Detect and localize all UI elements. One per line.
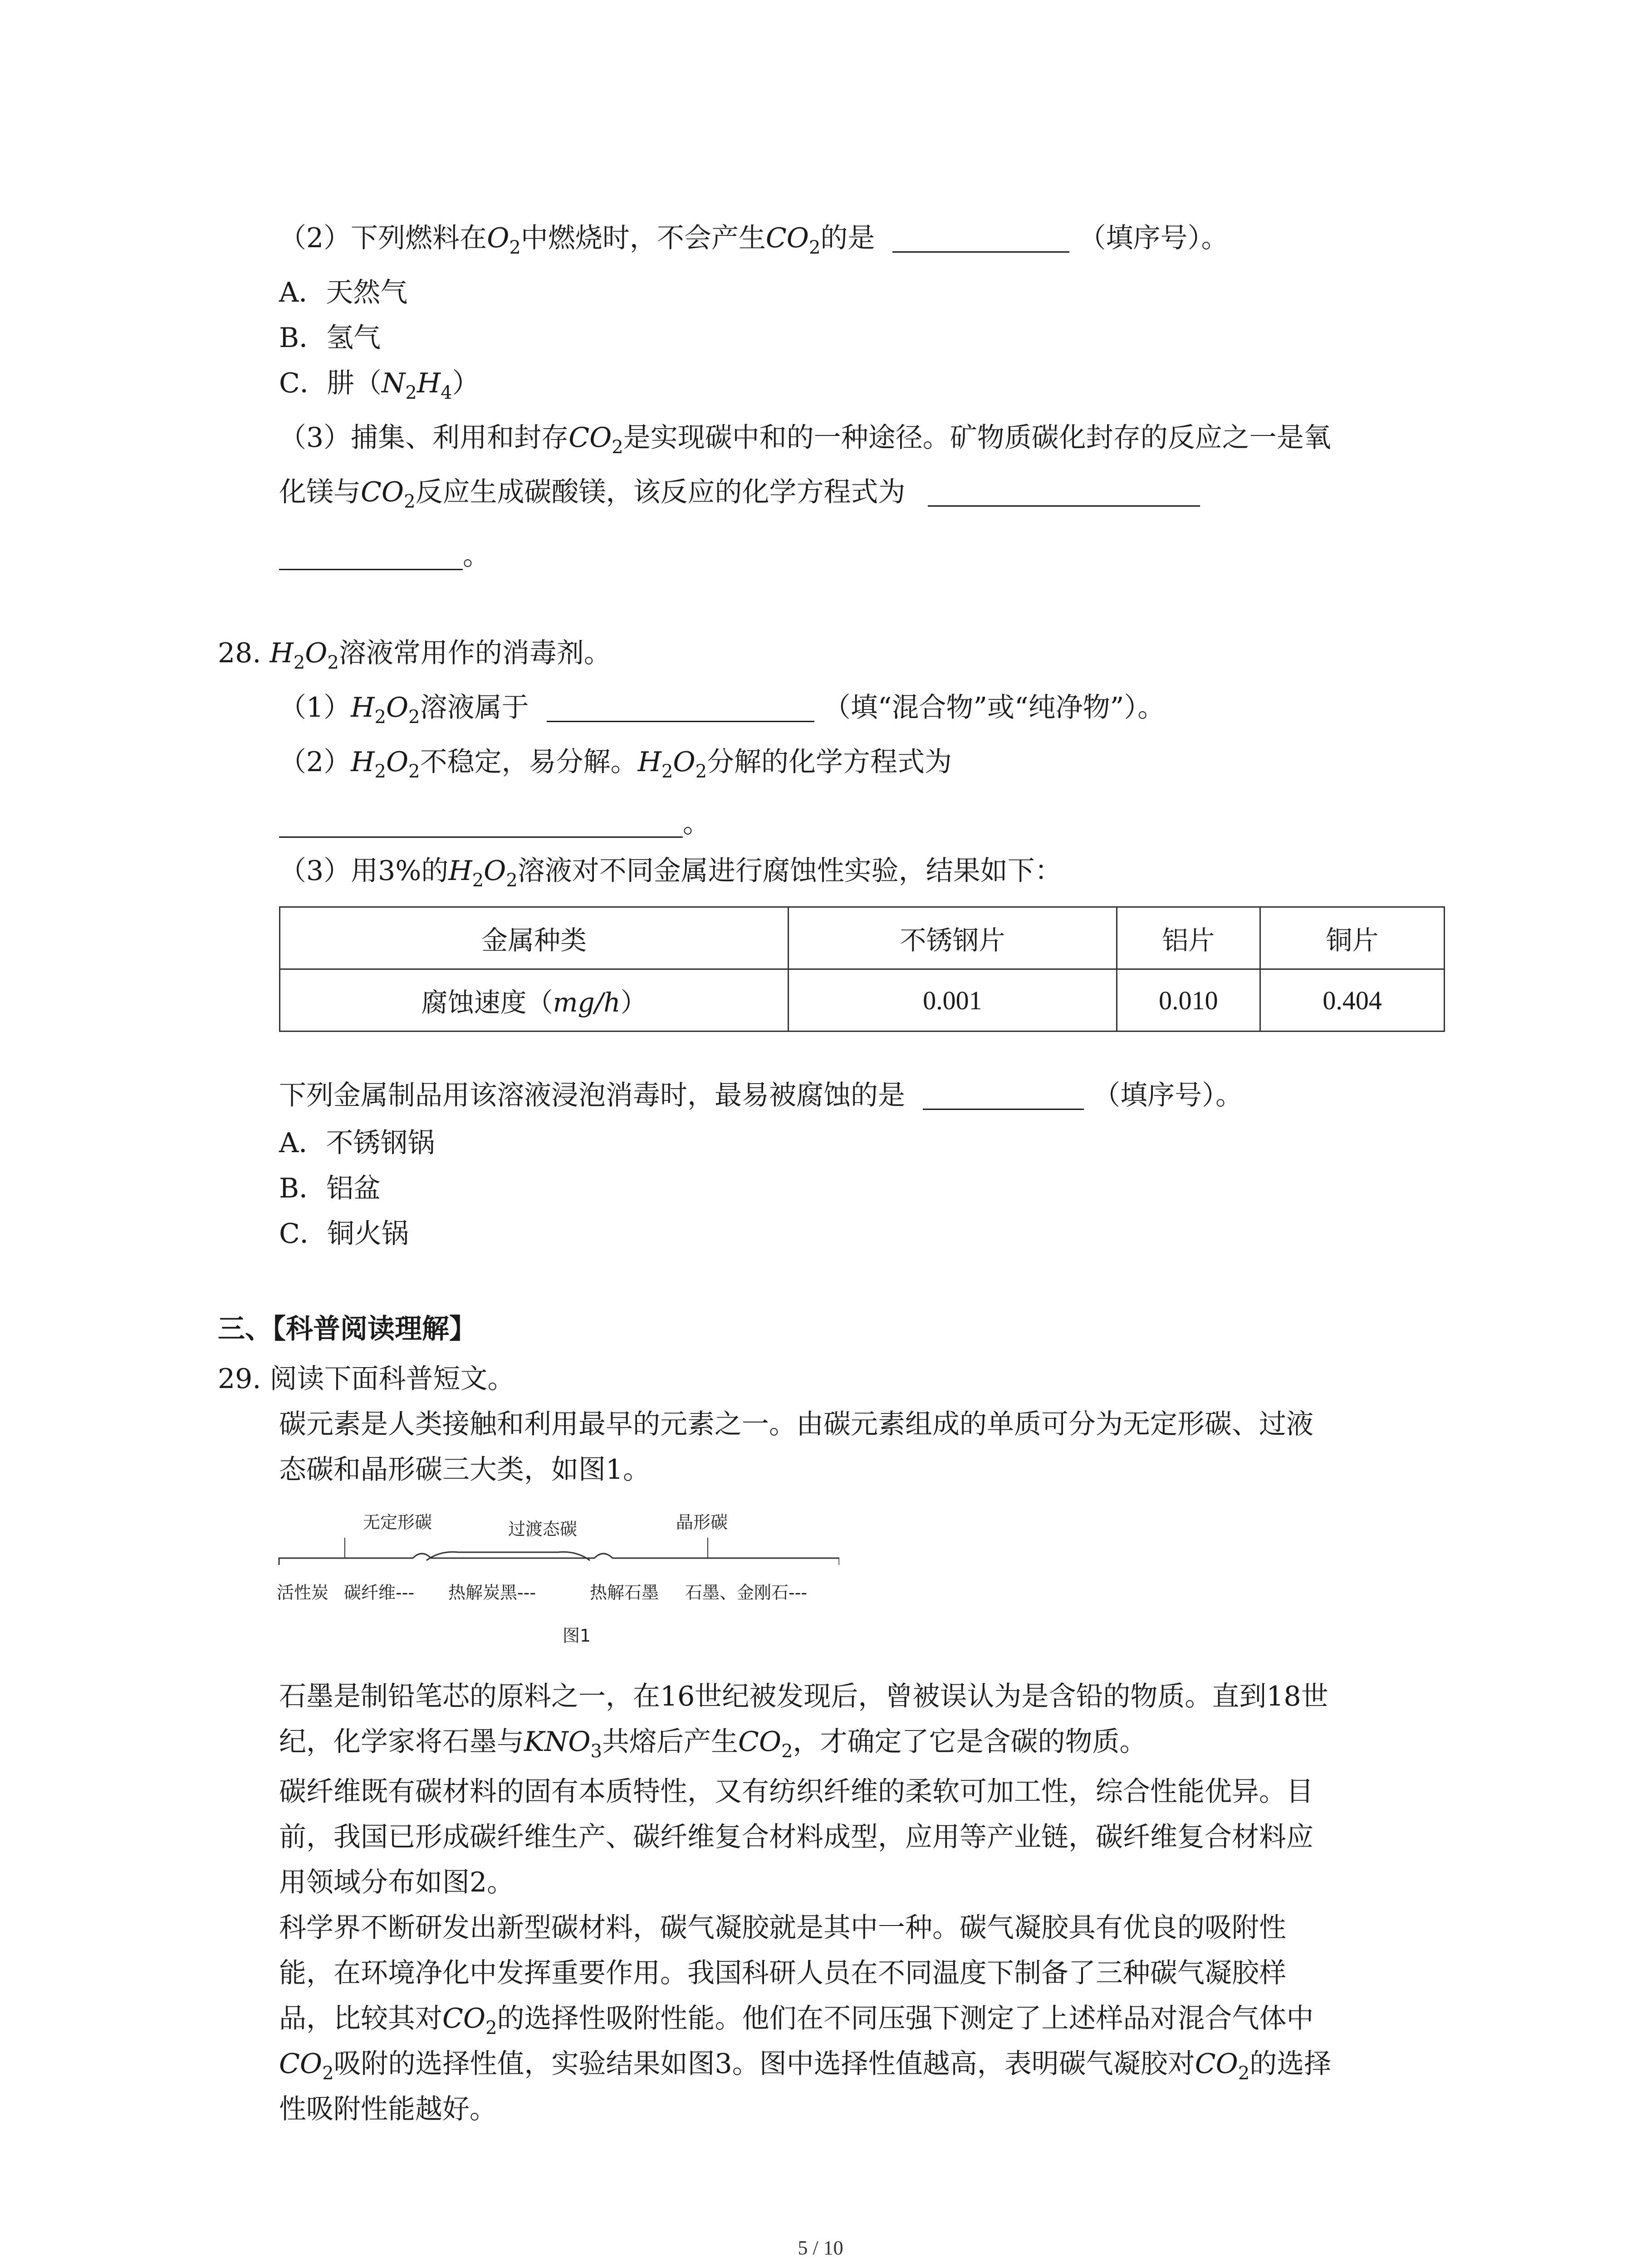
figure-1-category: 无定形碳 xyxy=(363,1512,432,1532)
paragraph-line: 纪，化学家将石墨与$KNO_3$共熔后产生$CO_2$，才确定了它是含碳的物质。 xyxy=(279,1726,1147,1762)
corrosion-table xyxy=(279,906,1445,1032)
figure-1-item: 活性炭 xyxy=(277,1583,329,1603)
table-cell: 0.001 xyxy=(789,969,1117,1031)
figure-1 xyxy=(277,1501,839,1656)
table-row-label: 腐蚀速度（mg/h） xyxy=(280,969,789,1031)
option-c: C．肼$(N_2H_4)$ xyxy=(279,367,480,403)
paragraph-line: 品，比较其对$CO_2$的选择性吸附性能。他们在不同压强下测定了上述样品对混合气体中 xyxy=(279,2003,1314,2038)
q29-title: 29. 阅读下面科普短文。 xyxy=(218,1363,515,1395)
page-number: 5 / 10 xyxy=(798,2237,843,2259)
paragraph-line: 碳纤维既有碳材料的固有本质特性，又有纺织纤维的柔软可加工性，综合性能优异。目 xyxy=(279,1776,1313,1808)
q28-part1: $(1)H_2O_2$溶液属于 （填“混合物”或“纯净物”）。 xyxy=(279,692,1165,728)
paragraph-line: 性吸附性能越好。 xyxy=(279,2093,497,2125)
figure-1-category: 晶形碳 xyxy=(676,1512,728,1532)
table-row xyxy=(280,969,1445,1031)
paragraph-line: 科学界不断研发出新型碳材料，碳气凝胶就是其中一种。碳气凝胶具有优良的吸附性 xyxy=(279,1912,1286,1944)
figure-1-item: 碳纤维--- xyxy=(344,1583,415,1603)
table-header-row xyxy=(280,907,1445,969)
table-header-cell: 金属种类 xyxy=(280,907,789,969)
option-a: A．不锈钢锅 xyxy=(279,1127,435,1159)
answer-blank[interactable] xyxy=(547,691,814,722)
paragraph-line: 态碳和晶形碳三大类，如图1。 xyxy=(279,1454,651,1486)
q27-part3-line2: 化镁与$CO_2$反应生成碳酸镁，该反应的化学方程式为 xyxy=(279,474,1200,510)
figure-1-item: 热解石墨 xyxy=(590,1583,659,1603)
section-title: 三、【科普阅读理解】 xyxy=(218,1313,476,1345)
table-cell: 0.404 xyxy=(1260,969,1445,1031)
paragraph-line: 前，我国已形成碳纤维生产、碳纤维复合材料成型，应用等产业链，碳纤维复合材料应 xyxy=(279,1821,1313,1853)
q27-part3-line1: （3）捕集、利用和封存$CO_2$是实现碳中和的一种途径。矿物质碳化封存的反应之一是氧 xyxy=(279,422,1331,458)
answer-blank[interactable] xyxy=(279,807,683,838)
figure-1-category: 过渡态碳 xyxy=(508,1519,578,1539)
q28-part2: $(2)H_2O_2$不稳定，易分解。$H_2O_2$分解的化学方程式为 xyxy=(279,746,952,782)
option-c: C．铜火锅 xyxy=(279,1218,409,1250)
q27-part2-line: （2）下列燃料在$O_2$中燃烧时，不会产生$CO_2$的是 （填序号）。 xyxy=(279,222,1229,258)
q28-part3: （3）用3%的$H_2O_2$溶液对不同金属进行腐蚀性实验，结果如下： xyxy=(279,855,1062,891)
table-header-cell: 不锈钢片 xyxy=(789,907,1117,969)
paragraph-line: 能，在环境净化中发挥重要作用。我国科研人员在不同温度下制备了三种碳气凝胶样 xyxy=(279,1957,1286,1989)
answer-blank[interactable] xyxy=(279,539,463,570)
table-header-cell: 铜片 xyxy=(1260,907,1445,969)
answer-blank[interactable] xyxy=(928,475,1200,507)
figure-1-caption: 图1 xyxy=(563,1626,591,1646)
table-header-cell: 铝片 xyxy=(1117,907,1260,969)
answer-blank[interactable] xyxy=(923,1079,1084,1110)
paragraph-line: 用领域分布如图2。 xyxy=(279,1867,514,1898)
paragraph-line: $CO_2$吸附的选择性值，实验结果如图3。图中选择性值越高，表明碳气凝胶对$CO_2$的选择 xyxy=(279,2048,1332,2084)
figure-1-item: 石墨、金刚石--- xyxy=(685,1583,808,1603)
option-b: B．铝盆 xyxy=(279,1173,381,1204)
option-b: B．氢气 xyxy=(279,322,381,354)
figure-1-item: 热解炭黑--- xyxy=(448,1583,536,1603)
paragraph-line: 碳元素是人类接触和利用最早的元素之一。由碳元素组成的单质可分为无定形碳、过液 xyxy=(279,1408,1313,1440)
q27-part3-line3: 。 xyxy=(279,538,490,574)
q28-part2-answer: 。 xyxy=(279,805,710,841)
answer-blank[interactable] xyxy=(892,221,1069,253)
q28-title: 28. $H_2O_2$溶液常用作的消毒剂。 xyxy=(218,637,611,673)
paragraph-line: 石墨是制铅笔芯的原料之一，在16世纪被发现后，曾被误认为是含铅的物质。直到18世 xyxy=(279,1681,1328,1712)
table-cell: 0.010 xyxy=(1117,969,1260,1031)
option-a: A．天然气 xyxy=(279,277,408,308)
q28-part4: 下列金属制品用该溶液浸泡消毒时，最易被腐蚀的是 （填序号）。 xyxy=(279,1080,1243,1111)
